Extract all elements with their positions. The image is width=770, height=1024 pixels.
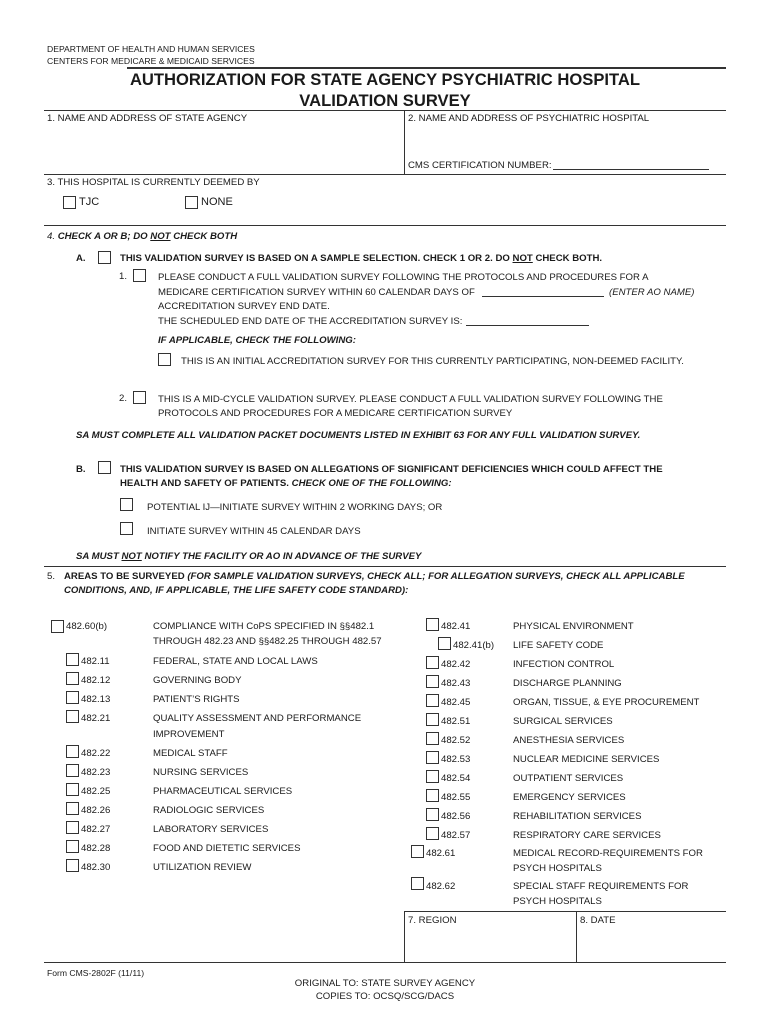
region-date-top-rule (404, 911, 726, 912)
condition-code: 482.60(b) (66, 621, 108, 632)
region-date-divider (576, 911, 577, 963)
if-applicable-label: IF APPLICABLE, CHECK THE FOLLOWING: (158, 335, 356, 346)
note-post: NOTIFY THE FACILITY OR AO IN ADVANCE OF THE SURVEY (144, 551, 422, 562)
condition-checkbox-482-28[interactable] (66, 840, 79, 853)
option-a2-line2: PROTOCOLS AND PROCEDURES FOR A MEDICARE CERTIFICATION SURVEY (158, 408, 513, 419)
condition-code: 482.52 (441, 735, 471, 746)
condition-code: 482.12 (81, 675, 111, 686)
option-b-line2-pre: HEALTH AND SAFETY OF PATIENTS. (120, 478, 289, 489)
condition-desc: PHARMACEUTICAL SERVICES (153, 786, 293, 797)
note-not: NOT (121, 551, 142, 562)
condition-desc: PATIENT’S RIGHTS (153, 694, 240, 705)
copies-to: COPIES TO: OCSQ/SCG/DACS (315, 991, 455, 1002)
condition-desc: INFECTION CONTROL (513, 659, 615, 670)
original-to: ORIGINAL TO: STATE SURVEY AGENCY (294, 978, 476, 989)
section5-label-line1 (64, 571, 685, 582)
standard-checkbox-482-41b[interactable] (438, 637, 451, 650)
condition-checkbox-482-22[interactable] (66, 745, 79, 758)
potential-ij-checkbox[interactable] (120, 498, 133, 511)
section4-label-main: CHECK A OR B; DO (57, 231, 148, 242)
cms-cert-number-field[interactable] (553, 169, 709, 170)
condition-desc: LABORATORY SERVICES (153, 824, 269, 835)
condition-checkbox-482-61[interactable] (411, 845, 424, 858)
condition-desc: UTILIZATION REVIEW (153, 862, 252, 873)
option-a2-checkbox[interactable] (133, 391, 146, 404)
condition-code: 482.56 (441, 811, 471, 822)
section4-label-not: NOT (150, 231, 171, 242)
condition-checkbox-482-45[interactable] (426, 694, 439, 707)
condition-desc: NUCLEAR MEDICINE SERVICES (513, 754, 660, 765)
condition-code: 482.22 (81, 748, 111, 759)
condition-checkbox-482-51[interactable] (426, 713, 439, 726)
condition-desc: SPECIAL STAFF REQUIREMENTS FOR (513, 881, 689, 892)
condition-code: 482.62 (426, 881, 456, 892)
condition-checkbox-482-12[interactable] (66, 672, 79, 685)
condition-checkbox-482-13[interactable] (66, 691, 79, 704)
condition-desc: EMERGENCY SERVICES (513, 792, 626, 803)
condition-checkbox-482-60b[interactable] (51, 620, 64, 633)
region-label: 7. REGION (408, 915, 457, 926)
condition-desc-cont: THROUGH 482.23 AND §§482.25 THROUGH 482.57 (153, 636, 382, 647)
condition-checkbox-482-42[interactable] (426, 656, 439, 669)
form-id: Form CMS-2802F (11/11) (47, 968, 145, 978)
condition-desc: COMPLIANCE WITH CoPS SPECIFIED IN §§482.1 (153, 621, 375, 632)
section5-label: AREAS TO BE SURVEYED (64, 571, 185, 582)
section5-top-rule (44, 566, 726, 567)
condition-checkbox-482-25[interactable] (66, 783, 79, 796)
option-a1-line2: MEDICARE CERTIFICATION SURVEY WITHIN 60 CALENDAR DAYS OF (158, 287, 475, 298)
cms-cert-number-label: CMS CERTIFICATION NUMBER: (408, 160, 552, 171)
title-top-rule (127, 67, 726, 69)
form-bottom-rule (44, 962, 726, 963)
section4-label (47, 231, 237, 242)
section4-label-tail: CHECK BOTH (173, 231, 238, 242)
condition-desc: RESPIRATORY CARE SERVICES (513, 830, 661, 841)
option-b-line2-italic: CHECK ONE OF THE FOLLOWING: (291, 478, 452, 489)
section4-top-rule (44, 225, 726, 226)
condition-code: 482.43 (441, 678, 471, 689)
condition-code: 482.54 (441, 773, 471, 784)
condition-checkbox-482-43[interactable] (426, 675, 439, 688)
option-a2-line1: THIS IS A MID-CYCLE VALIDATION SURVEY. PLEASE CONDUCT A FULL VALIDATION SURVEY FOLLOWING THE (158, 394, 663, 405)
condition-checkbox-482-52[interactable] (426, 732, 439, 745)
condition-checkbox-482-53[interactable] (426, 751, 439, 764)
condition-code: 482.45 (441, 697, 471, 708)
option-a1-checkbox[interactable] (133, 269, 146, 282)
condition-checkbox-482-62[interactable] (411, 877, 424, 890)
tjc-option-label: TJC (79, 196, 100, 208)
condition-desc-cont: PSYCH HOSPITALS (513, 863, 602, 874)
option-a-text-not: NOT (512, 253, 533, 264)
condition-desc: GOVERNING BODY (153, 675, 242, 686)
option-a1-number: 1. (119, 271, 128, 282)
condition-code: 482.57 (441, 830, 471, 841)
condition-checkbox-482-56[interactable] (426, 808, 439, 821)
validation-packet-note: SA MUST COMPLETE ALL VALIDATION PACKET DOCUMENTS LISTED IN EXHIBIT 63 FOR ANY FULL VALIDATION SURVEY. (76, 430, 641, 441)
option-a-letter: A. (76, 253, 86, 264)
condition-code: 482.51 (441, 716, 471, 727)
condition-checkbox-482-21[interactable] (66, 710, 79, 723)
form-title-line2: VALIDATION SURVEY (299, 91, 471, 110)
initiate-45-days-checkbox[interactable] (120, 522, 133, 535)
option-a-text (120, 253, 602, 264)
section1-2-divider (404, 110, 405, 174)
option-b-letter: B. (76, 464, 86, 475)
department-name: DEPARTMENT OF HEALTH AND HUMAN SERVICES (47, 44, 255, 54)
condition-desc: NURSING SERVICES (153, 767, 249, 778)
initial-survey-checkbox[interactable] (158, 353, 171, 366)
condition-code: 482.25 (81, 786, 111, 797)
option-a2-number: 2. (119, 393, 128, 404)
condition-desc: SURGICAL SERVICES (513, 716, 613, 727)
region-left-border (404, 911, 405, 963)
do-not-notify-note (76, 551, 421, 562)
option-a-text-pre: THIS VALIDATION SURVEY IS BASED ON A SAMPLE SELECTION. CHECK 1 OR 2. DO (120, 253, 510, 264)
condition-checkbox-482-54[interactable] (426, 770, 439, 783)
date-label: 8. DATE (580, 915, 616, 926)
option-a1-line1: PLEASE CONDUCT A FULL VALIDATION SURVEY FOLLOWING THE PROTOCOLS AND PROCEDURES FOR A (158, 272, 649, 283)
option-b-line2 (120, 478, 452, 489)
section5-label-italic2: CONDITIONS, AND, IF APPLICABLE, THE LIFE SAFETY CODE STANDARD): (64, 585, 409, 596)
condition-checkbox-482-41[interactable] (426, 618, 439, 631)
condition-desc: MEDICAL RECORD-REQUIREMENTS FOR (513, 848, 703, 859)
section4-number: 4. (47, 231, 56, 242)
ao-name-field[interactable] (482, 296, 604, 297)
condition-desc: ANESTHESIA SERVICES (513, 735, 625, 746)
option-b-checkbox[interactable] (98, 461, 111, 474)
condition-desc: QUALITY ASSESSMENT AND PERFORMANCE (153, 713, 362, 724)
condition-desc: PHYSICAL ENVIRONMENT (513, 621, 634, 632)
condition-desc-cont: PSYCH HOSPITALS (513, 896, 602, 907)
option-a1-line3: ACCREDITATION SURVEY END DATE. (158, 301, 330, 312)
form-title-line1: AUTHORIZATION FOR STATE AGENCY PSYCHIATRIC HOSPITAL (129, 70, 641, 89)
none-checkbox[interactable] (185, 196, 198, 209)
accreditation-end-date-field[interactable] (466, 325, 589, 326)
condition-code: 482.30 (81, 862, 111, 873)
state-agency-label: 1. NAME AND ADDRESS OF STATE AGENCY (47, 113, 248, 124)
condition-desc: LIFE SAFETY CODE (513, 640, 604, 651)
condition-checkbox-482-55[interactable] (426, 789, 439, 802)
condition-checkbox-482-26[interactable] (66, 802, 79, 815)
condition-desc: REHABILITATION SERVICES (513, 811, 642, 822)
condition-code: 482.41(b) (453, 640, 495, 651)
condition-code: 482.41 (441, 621, 471, 632)
condition-code: 482.42 (441, 659, 471, 670)
condition-checkbox-482-23[interactable] (66, 764, 79, 777)
option-a-checkbox[interactable] (98, 251, 111, 264)
psych-hospital-label: 2. NAME AND ADDRESS OF PSYCHIATRIC HOSPITAL (408, 113, 650, 124)
condition-code: 482.61 (426, 848, 456, 859)
condition-checkbox-482-11[interactable] (66, 653, 79, 666)
centers-name: CENTERS FOR MEDICARE & MEDICAID SERVICES (47, 56, 255, 66)
condition-checkbox-482-57[interactable] (426, 827, 439, 840)
deemed-by-label: 3. THIS HOSPITAL IS CURRENTLY DEEMED BY (47, 177, 260, 188)
condition-code: 482.28 (81, 843, 111, 854)
option-a1-line4: THE SCHEDULED END DATE OF THE ACCREDITATION SURVEY IS: (158, 316, 463, 327)
note-pre: SA MUST (76, 551, 119, 562)
section3-top-rule (44, 174, 726, 175)
condition-desc-cont: IMPROVEMENT (153, 729, 225, 740)
tjc-checkbox[interactable] (63, 196, 76, 209)
condition-code: 482.11 (81, 656, 110, 667)
condition-code: 482.27 (81, 824, 111, 835)
none-option-label: NONE (201, 196, 233, 208)
option-a-text-post: CHECK BOTH. (535, 253, 603, 264)
section1-top-rule (44, 110, 726, 111)
condition-code: 482.23 (81, 767, 111, 778)
initial-survey-label: THIS IS AN INITIAL ACCREDITATION SURVEY FOR THIS CURRENTLY PARTICIPATING, NON-DEEMED FACILITY. (181, 356, 684, 367)
condition-code: 482.55 (441, 792, 471, 803)
condition-desc: MEDICAL STAFF (153, 748, 228, 759)
condition-desc: RADIOLOGIC SERVICES (153, 805, 265, 816)
condition-desc: FEDERAL, STATE AND LOCAL LAWS (153, 656, 318, 667)
condition-code: 482.13 (81, 694, 111, 705)
condition-desc: DISCHARGE PLANNING (513, 678, 622, 689)
potential-ij-label: POTENTIAL IJ—INITIATE SURVEY WITHIN 2 WORKING DAYS; OR (147, 502, 443, 513)
condition-desc: FOOD AND DIETETIC SERVICES (153, 843, 301, 854)
ao-name-hint: (ENTER AO NAME) (609, 287, 695, 298)
condition-code: 482.53 (441, 754, 471, 765)
option-b-line1: THIS VALIDATION SURVEY IS BASED ON ALLEGATIONS OF SIGNIFICANT DEFICIENCIES WHICH COULD AFFECT THE (120, 464, 663, 475)
condition-code: 482.21 (81, 713, 111, 724)
condition-checkbox-482-27[interactable] (66, 821, 79, 834)
section5-number: 5. (47, 571, 56, 582)
condition-code: 482.26 (81, 805, 111, 816)
section5-label-italic1: (FOR SAMPLE VALIDATION SURVEYS, CHECK ALL; FOR ALLEGATION SURVEYS, CHECK ALL APPLICABLE (187, 571, 685, 582)
initiate-45-days-label: INITIATE SURVEY WITHIN 45 CALENDAR DAYS (147, 526, 361, 537)
condition-desc: OUTPATIENT SERVICES (513, 773, 624, 784)
condition-checkbox-482-30[interactable] (66, 859, 79, 872)
condition-desc: ORGAN, TISSUE, & EYE PROCUREMENT (513, 697, 700, 708)
